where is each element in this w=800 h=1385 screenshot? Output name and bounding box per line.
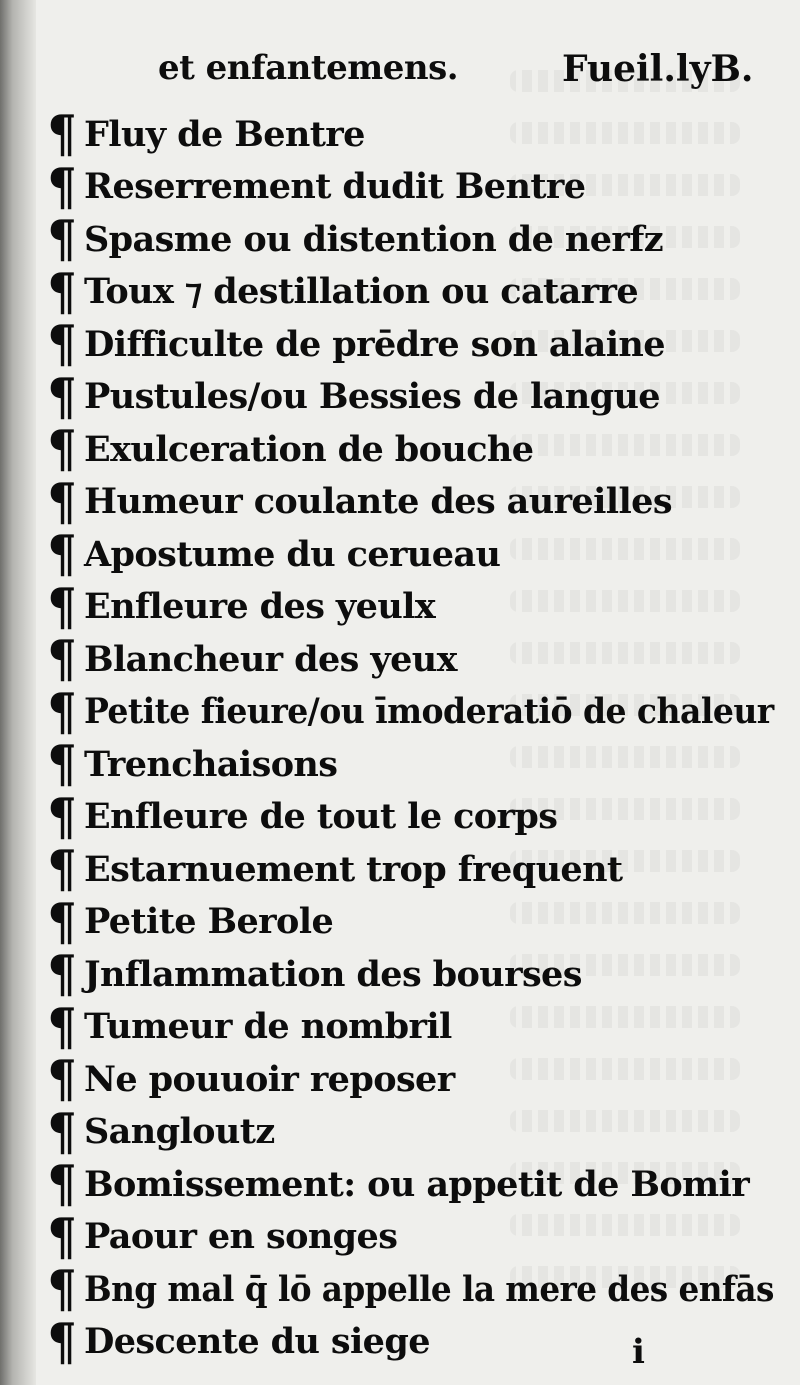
list-item bbox=[40, 839, 780, 899]
pilcrow-icon: ¶ bbox=[47, 1259, 77, 1319]
entry-text: Difficulte de prēdre son alaine bbox=[84, 323, 665, 365]
list-item bbox=[40, 314, 780, 374]
entry-text: Tumeur de nombril bbox=[84, 1006, 452, 1048]
list-item bbox=[40, 682, 780, 742]
list-item bbox=[40, 1312, 780, 1372]
signature-mark: i bbox=[632, 1332, 645, 1372]
entry-text: Paour en songes bbox=[84, 1216, 398, 1258]
entry-text: Ne pouuoir reposer bbox=[84, 1058, 455, 1100]
list-item bbox=[40, 104, 780, 164]
folio-number: Fueil.lyB. bbox=[562, 48, 754, 90]
entry-text: Jnflammation des bourses bbox=[84, 953, 582, 995]
entry-text: Spasme ou distention de nerfz bbox=[84, 218, 664, 260]
entry-text: Fluy de Bentre bbox=[84, 113, 365, 155]
pilcrow-icon: ¶ bbox=[47, 1207, 77, 1267]
pilcrow-icon: ¶ bbox=[47, 419, 77, 479]
entry-text: Pustules/ou Bessies de langue bbox=[84, 376, 660, 418]
list-item bbox=[40, 892, 780, 952]
list-item bbox=[40, 1207, 780, 1267]
pilcrow-icon: ¶ bbox=[47, 367, 77, 427]
pilcrow-icon: ¶ bbox=[47, 472, 77, 532]
pilcrow-icon: ¶ bbox=[47, 1049, 77, 1109]
entry-text: Trenchaisons bbox=[84, 743, 338, 785]
page-gutter-shadow bbox=[0, 0, 36, 1385]
entry-text: Blancheur des yeux bbox=[84, 638, 457, 680]
pilcrow-icon: ¶ bbox=[47, 314, 77, 374]
pilcrow-icon: ¶ bbox=[47, 734, 77, 794]
entry-text: Exulceration de bouche bbox=[84, 428, 534, 470]
list-item bbox=[40, 1102, 780, 1162]
pilcrow-icon: ¶ bbox=[47, 682, 77, 742]
entry-text: Petite Berole bbox=[84, 901, 334, 943]
entry-text: Sangloutz bbox=[84, 1111, 275, 1153]
page-header bbox=[0, 48, 800, 98]
list-item bbox=[40, 1049, 780, 1109]
pilcrow-icon: ¶ bbox=[47, 892, 77, 952]
list-item bbox=[40, 787, 780, 847]
list-item bbox=[40, 1259, 780, 1319]
entry-text: Apostume du cerueau bbox=[84, 533, 501, 575]
pilcrow-icon: ¶ bbox=[47, 839, 77, 899]
pilcrow-icon: ¶ bbox=[47, 1312, 77, 1372]
list-item bbox=[40, 367, 780, 427]
list-item bbox=[40, 419, 780, 479]
entry-text: Enfleure de tout le corps bbox=[84, 796, 558, 838]
pilcrow-icon: ¶ bbox=[47, 944, 77, 1004]
list-item bbox=[40, 524, 780, 584]
entry-text: Toux ⁊ destillation ou catarre bbox=[84, 271, 639, 313]
running-title: et enfantemens. bbox=[158, 48, 459, 88]
pilcrow-icon: ¶ bbox=[47, 157, 77, 217]
pilcrow-icon: ¶ bbox=[47, 629, 77, 689]
entry-text: Reserrement dudit Bentre bbox=[84, 166, 586, 208]
pilcrow-icon: ¶ bbox=[47, 1102, 77, 1162]
list-item bbox=[40, 944, 780, 1004]
entry-text: Estarnuement trop frequent bbox=[84, 848, 623, 890]
list-item bbox=[40, 997, 780, 1057]
list-item bbox=[40, 157, 780, 217]
pilcrow-icon: ¶ bbox=[47, 262, 77, 322]
pilcrow-icon: ¶ bbox=[47, 104, 77, 164]
entry-text: Descente du siege bbox=[84, 1321, 430, 1363]
entry-text: Bng mal q̄ lō appelle la mere des enfās bbox=[84, 1268, 774, 1310]
list-item bbox=[40, 734, 780, 794]
list-item bbox=[40, 1154, 780, 1214]
list-item bbox=[40, 262, 780, 322]
entry-text: Bomissement: ou appetit de Bomir bbox=[84, 1163, 750, 1205]
entry-text: Petite fieure/ou īmoderatiō de chaleur bbox=[84, 691, 774, 733]
pilcrow-icon: ¶ bbox=[47, 997, 77, 1057]
list-item bbox=[40, 629, 780, 689]
list-item bbox=[40, 472, 780, 532]
entry-text: Humeur coulante des aureilles bbox=[84, 481, 672, 523]
entry-text: Enfleure des yeulx bbox=[84, 586, 436, 628]
pilcrow-icon: ¶ bbox=[47, 524, 77, 584]
pilcrow-icon: ¶ bbox=[47, 577, 77, 637]
pilcrow-icon: ¶ bbox=[47, 787, 77, 847]
pilcrow-icon: ¶ bbox=[47, 1154, 77, 1214]
list-item bbox=[40, 577, 780, 637]
list-item bbox=[40, 209, 780, 269]
ailment-list bbox=[40, 104, 780, 1372]
pilcrow-icon: ¶ bbox=[47, 209, 77, 269]
